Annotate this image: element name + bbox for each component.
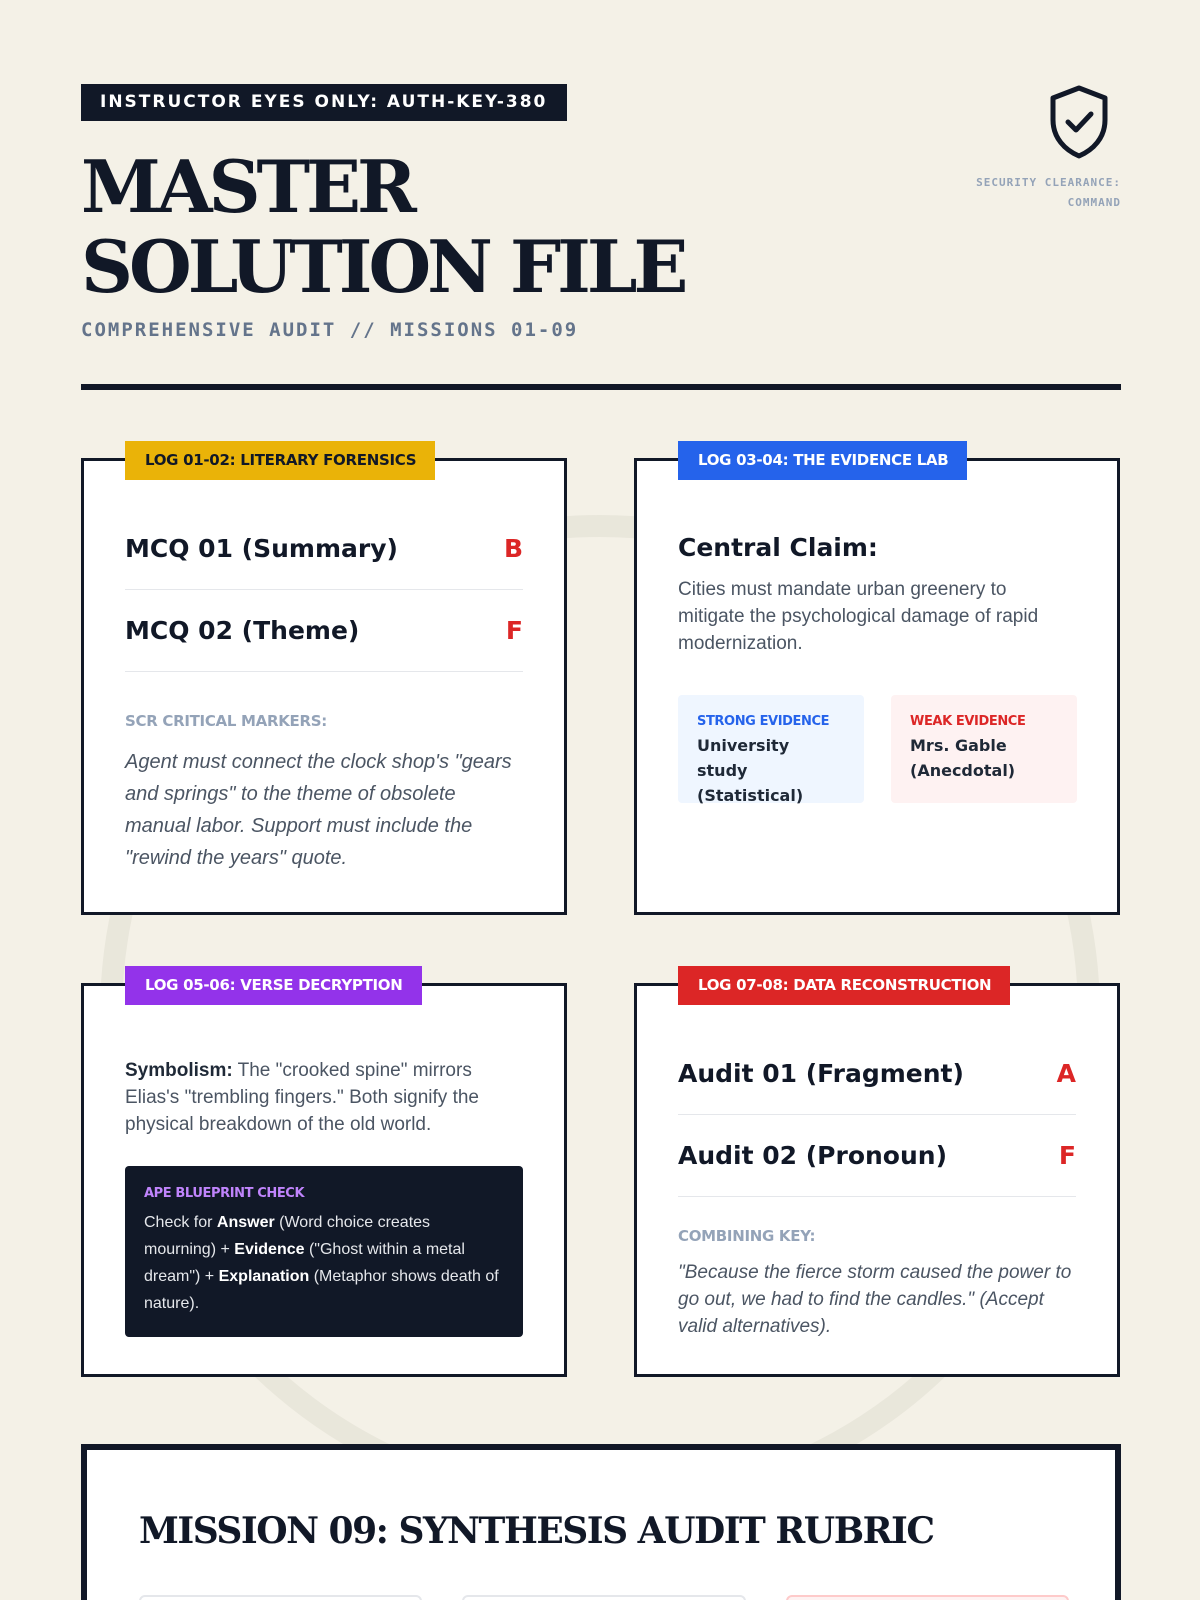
section-label: COMBINING KEY: <box>678 1227 816 1245</box>
card-tag: LOG 01-02: LITERARY FORENSICS <box>125 441 435 480</box>
security-block <box>921 84 1121 213</box>
answer-row <box>125 508 523 590</box>
rubric-columns <box>139 1595 1069 1600</box>
rubric-column <box>139 1595 422 1600</box>
question-label: Audit 01 (Fragment) <box>678 1059 964 1088</box>
ape-label: APE BLUEPRINT CHECK <box>144 1186 305 1201</box>
combining-key-text: "Because the fierce storm caused the power to go out, we had to find the candles." (Accept valid alternatives). <box>678 1262 1072 1337</box>
claim-title: Central Claim: <box>678 533 878 562</box>
answer-row <box>125 590 523 672</box>
answer-value: B <box>503 534 523 563</box>
rubric-column <box>462 1595 745 1600</box>
ape-text: Check for Answer (Word choice creates mourning) + Evidence ("Ghost within a metal dream") + Explanation (Metaphor shows death of nature). <box>144 1214 499 1312</box>
symbolism-label: Symbolism: <box>125 1060 233 1081</box>
card-log-07-08 <box>634 976 1120 1377</box>
weak-evidence-text: Mrs. Gable (Anecdotal) <box>910 736 1016 780</box>
answer-value: A <box>1056 1059 1076 1088</box>
card-tag: LOG 03-04: THE EVIDENCE LAB <box>678 441 967 480</box>
strong-evidence-box <box>678 695 864 803</box>
auth-tag: INSTRUCTOR EYES ONLY: AUTH-KEY-380 <box>81 84 567 121</box>
question-label: MCQ 01 (Summary) <box>125 534 398 563</box>
mission-title: MISSION 09: SYNTHESIS AUDIT RUBRIC <box>139 1510 934 1552</box>
answer-value: F <box>505 616 523 645</box>
scr-markers-text: Agent must connect the clock shop's "gears and springs" to the theme of obsolete manual labor. Support must include the "rewind the years" quote. <box>125 751 512 869</box>
section-label: SCR CRITICAL MARKERS: <box>125 712 327 730</box>
answer-value: F <box>1058 1141 1076 1170</box>
mission-09-panel <box>81 1444 1121 1600</box>
question-label: MCQ 02 (Theme) <box>125 616 360 645</box>
header-divider <box>81 384 1121 390</box>
strong-evidence-text: University study (Statistical) <box>697 736 804 805</box>
page-title: MASTER SOLUTION FILE <box>81 144 685 309</box>
card-log-03-04 <box>634 451 1120 915</box>
strong-evidence-label: STRONG EVIDENCE <box>697 714 830 729</box>
page-subtitle: COMPREHENSIVE AUDIT // MISSIONS 01-09 <box>81 319 579 341</box>
security-clearance: SECURITY CLEARANCE: COMMAND <box>976 176 1121 209</box>
page-header <box>81 84 1121 341</box>
ape-blueprint-box <box>125 1166 523 1337</box>
symbolism-text: Symbolism: The "crooked spine" mirrors Elias's "trembling fingers." Both signify the physical breakdown of the old world. <box>125 1060 479 1135</box>
card-log-05-06 <box>81 976 567 1377</box>
answer-row <box>678 1115 1076 1197</box>
weak-evidence-label: WEAK EVIDENCE <box>910 714 1026 729</box>
rubric-column <box>786 1595 1069 1600</box>
card-log-01-02 <box>81 451 567 915</box>
question-label: Audit 02 (Pronoun) <box>678 1141 948 1170</box>
answer-row <box>678 1033 1076 1115</box>
shield-check-icon <box>1047 84 1111 160</box>
card-tag: LOG 05-06: VERSE DECRYPTION <box>125 966 422 1005</box>
weak-evidence-box <box>891 695 1077 803</box>
card-tag: LOG 07-08: DATA RECONSTRUCTION <box>678 966 1010 1005</box>
claim-text: Cities must mandate urban greenery to mitigate the psychological damage of rapid modernization. <box>678 579 1039 654</box>
